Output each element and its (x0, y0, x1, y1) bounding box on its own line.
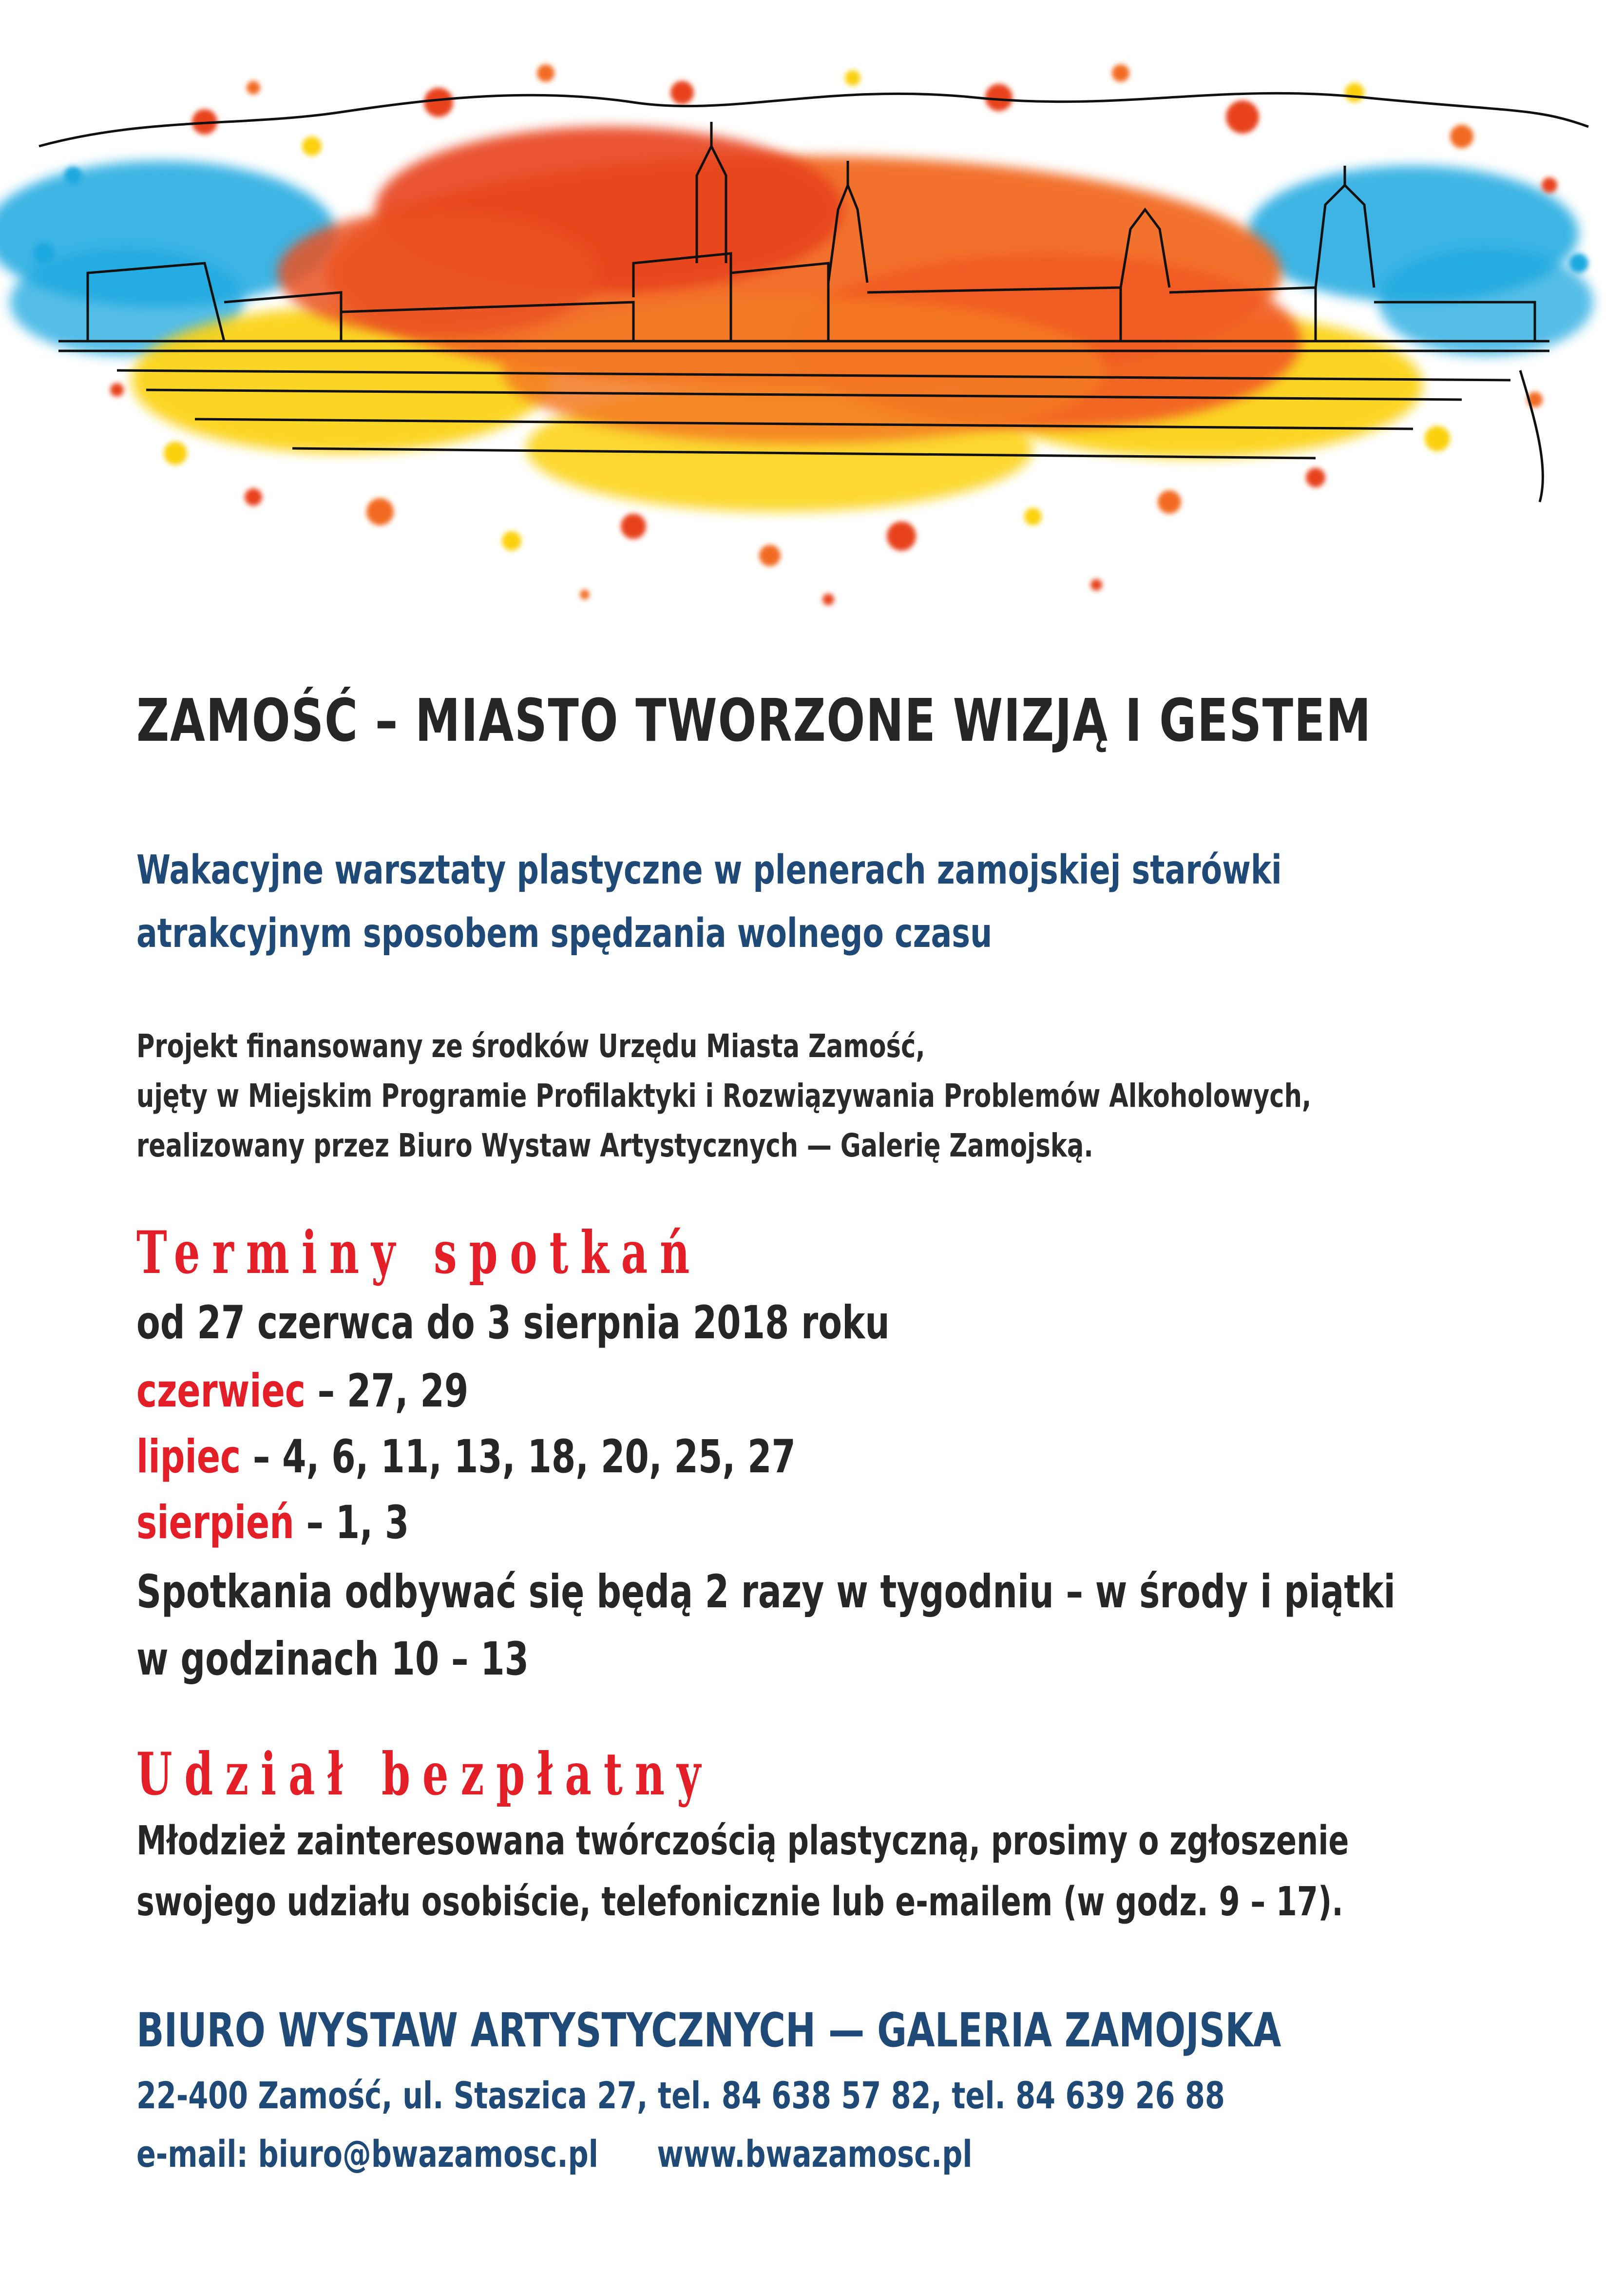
frequency-line-1: Spotkania odbywać się będą 2 razy w tygodniu – w środy i piątki (136, 1565, 1395, 1619)
funding-line-1: Projekt finansowany ze środków Urzędu Miasta Zamość, (136, 1027, 925, 1065)
poster-title: ZAMOŚĆ – MIASTO TWORZONE WIZJĄ I GESTEM (136, 687, 1372, 755)
month-name: sierpień (136, 1496, 294, 1549)
participation-line-2: swojego udziału osobiście, telefonicznie lub e-mailem (w godz. 9 – 17). (136, 1879, 1343, 1925)
organizer-name: BIURO WYSTAW ARTYSTYCZNYCH — GALERIA ZAMOJSKA (136, 2003, 1281, 2058)
participation-line-1: Młodzież zainteresowana twórczością plastyczną, prosimy o zgłoszenie (136, 1818, 1349, 1864)
funding-line-2: ujęty w Miejskim Programie Profilaktyki i Rozwiązywania Problemów Alkoholowych, (136, 1077, 1312, 1115)
funding-line-3: realizowany przez Biuro Wystaw Artystycznych — Galerię Zamojską. (136, 1127, 1093, 1164)
contact-line (136, 2132, 973, 2176)
month-days: – 4, 6, 11, 13, 18, 20, 25, 27 (241, 1430, 796, 1484)
subtitle-line-2: atrakcyjnym sposobem spędzania wolnego czasu (136, 910, 993, 957)
website-link[interactable]: www.bwazamosc.pl (657, 2132, 973, 2176)
schedule-heading: Terminy spotkań (136, 1218, 702, 1287)
participation-heading: Udział bezpłatny (136, 1740, 713, 1809)
email-link[interactable]: e-mail: biuro@bwazamosc.pl (136, 2132, 598, 2176)
month-name: czerwiec (136, 1365, 306, 1418)
month-row-august (136, 1496, 409, 1549)
month-days: – 1, 3 (294, 1496, 409, 1549)
subtitle-line-1: Wakacyjne warsztaty plastyczne w plenerach zamojskiej starówki (136, 847, 1282, 893)
frequency-line-2: w godzinach 10 – 13 (136, 1633, 529, 1686)
month-name: lipiec (136, 1430, 241, 1484)
month-row-june (136, 1365, 468, 1418)
organizer-address: 22-400 Zamość, ul. Staszica 27, tel. 84 638 57 82, tel. 84 639 26 88 (136, 2074, 1225, 2117)
month-days: – 27, 29 (305, 1365, 469, 1418)
month-row-july (136, 1430, 796, 1484)
date-range: od 27 czerwca do 3 sierpnia 2018 roku (136, 1296, 890, 1349)
